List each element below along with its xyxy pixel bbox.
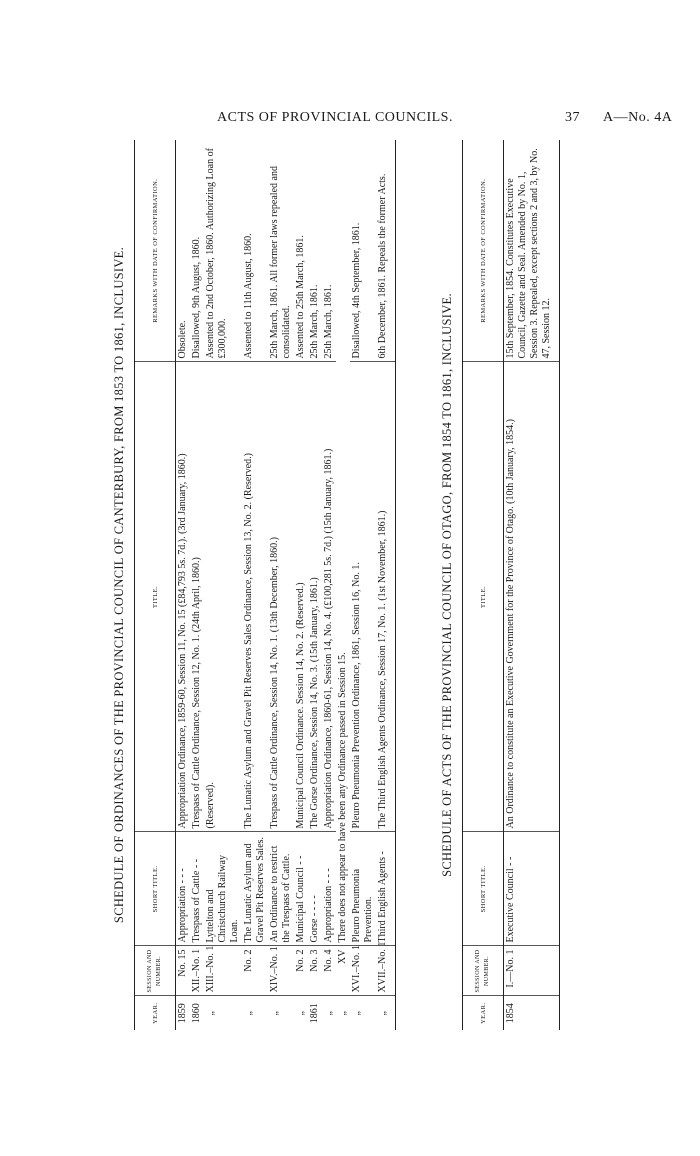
canterbury-schedule-table [134,140,396,1030]
column-header-remarks: REMARKS WITH DATE OF CONFIRMATION. [463,140,504,362]
cell-short-title: Municipal Council - - [294,832,308,946]
cell-year: „ [351,1011,362,1016]
cell-remarks: 25th March, 1861. All former laws repealed and consolidated. [268,140,294,362]
cell-session-number: XII.–No. 1 [190,946,204,996]
cell-short-title: Appropriation - - - [176,832,191,946]
column-header-short-title: SHORT TITLE. [463,832,504,946]
cell-session-number: No. 2 [294,946,308,996]
cell-title: Appropriation Ordinance, 1860-61, Session 14, No. 4. (£100,281 5s. 7d.) (15th January, 1861.) [322,362,336,832]
table-row [242,140,268,1030]
column-header-session-number: SESSION AND NUMBER. [135,946,176,996]
cell-remarks: Assented to 2nd October, 1860. Authorizing Loan of £300,000. [204,140,242,362]
column-header-session-number: SESSION AND NUMBER. [463,946,504,996]
column-header-year: YEAR. [463,996,504,1030]
cell-short-title: An Ordinance to restrict the Trespass of Cattle. [268,832,294,946]
table-header-row [135,140,176,1030]
cell-title: Municipal Council Ordinance. Session 14, No. 2. (Reserved.) [294,362,308,832]
cell-session-number: I.—No. 1 [504,946,560,996]
cell-short-title: Third English Agents - [376,832,396,946]
cell-remarks: 15th September, 1854. Constitutes Executive Council, Gazette and Seal. Amended by No. 1, Session 3. Repealed, except sections 2 and 3, by No. 47, Session 12. [504,140,560,362]
cell-remarks: Disallowed, 9th August, 1860. [190,140,204,362]
cell-remarks: Assented to 25th March, 1861. [294,140,308,362]
cell-remarks: Disallowed, 4th September, 1861. [350,140,376,362]
cell-remarks: Assented to 11th August, 1860. [242,140,268,362]
cell-remarks: 25th March, 1861. [308,140,322,362]
cell-year: 1854 [504,996,560,1030]
cell-session-number: XV [336,946,350,996]
document-reference: A—No. 4A [603,110,673,125]
cell-title: Appropriation Ordinance, 1859-60, Session 11, No. 15 (£84,793 5s. 7d.). (3rd January, 1860.) [176,362,191,832]
table-row [204,140,242,1030]
table-header-row [463,140,504,1030]
table-row [350,140,376,1030]
cell-remarks: 25th March, 1861. [322,140,336,362]
cell-remarks: Obsolete. [176,140,191,362]
cell-session-number: No. 15 [176,946,191,996]
page-running-title: ACTS OF PROVINCIAL COUNCILS. [217,110,453,125]
cell-short-title: There does not appear to have been any Ordinance passed in Session 15. [336,140,350,946]
column-header-short-title: SHORT TITLE. [135,832,176,946]
cell-year: „ [295,1011,306,1016]
cell-year: „ [243,1011,254,1016]
cell-year: 1860 [191,1003,202,1024]
cell-year: „ [376,996,396,1030]
cell-short-title: The Lunatic Asylum and Gravel Pit Reserves Sales. [242,832,268,946]
table-row [308,140,322,1030]
cell-year: „ [269,1011,280,1016]
cell-session-number: XIII.–No. 1 [204,946,242,996]
table-row [190,140,204,1030]
cell-title: Pleuro Pneumonia Prevention Ordinance, 1861, Session 16, No. 1. [350,362,376,832]
cell-year: 1859 [177,1003,188,1024]
cell-session-number: No. 3 [308,946,322,996]
cell-year: 1861 [309,1003,320,1024]
cell-title: The Lunatic Asylum and Gravel Pit Reserves Sales Ordinance, Session 13, No. 2. (Reserved.) [242,362,268,832]
cell-remarks: 6th December, 1861. Repeals the former Acts. [376,140,396,362]
cell-title: (Reserved). [204,362,242,832]
column-header-title: TITLE. [463,362,504,832]
page-header [0,110,700,134]
rotated-page-content [112,140,582,1030]
table-row [322,140,336,1030]
cell-title: Trespass of Cattle Ordinance, Session 12, No. 1. (24th April, 1860.) [190,362,204,832]
table-row [504,140,560,1030]
cell-short-title: Trespass of Cattle - - [190,832,204,946]
cell-year: „ [337,1011,348,1016]
table-row [376,140,396,1030]
canterbury-schedule-heading: SCHEDULE OF ORDINANCES OF THE PROVINCIAL COUNCIL OF CANTERBURY, FROM 1853 TO 1861, INCLUSIVE. [112,246,126,924]
cell-session-number: No. 4 [322,946,336,996]
cell-title: Trespass of Cattle Ordinance, Session 14, No. 1. (13th December, 1860.) [268,362,294,832]
otago-schedule-heading: SCHEDULE OF ACTS OF THE PROVINCIAL COUNCIL OF OTAGO, FROM 1854 TO 1861, INCLUSIVE. [440,293,454,877]
table-row [268,140,294,1030]
cell-session-number: XVII.–No. 1 [376,946,396,996]
column-header-remarks: REMARKS WITH DATE OF CONFIRMATION. [135,140,176,362]
cell-short-title: Appropriation - - - [322,832,336,946]
cell-short-title: Gorse - - - - [308,832,322,946]
table-row [336,140,350,1030]
cell-session-number: XVI.–No. 1 [350,946,376,996]
cell-short-title: Pleuro Pneumonia Prevention. [350,832,376,946]
table-row [294,140,308,1030]
cell-year: „ [205,1011,216,1016]
otago-schedule-table [462,140,560,1030]
table-row [176,140,191,1030]
cell-session-number: No. 2 [242,946,268,996]
cell-session-number: XIV.–No. 1 [268,946,294,996]
cell-short-title: Executive Council - - [504,832,560,946]
cell-short-title: Lyttelton and Christchurch Railway Loan. [204,832,242,946]
page-number: 37 [565,110,580,125]
cell-title: The Gorse Ordinance, Session 14, No. 3. (15th January, 1861.) [308,362,322,832]
column-header-year: YEAR. [135,996,176,1030]
cell-title: An Ordinance to constitute an Executive Government for the Province of Otago. (10th January, 1854.) [504,362,560,832]
cell-year: „ [323,1011,334,1016]
column-header-title: TITLE. [135,362,176,832]
cell-title: The Third English Agents Ordinance, Session 17, No. 1. (1st November, 1861.) [376,362,396,832]
